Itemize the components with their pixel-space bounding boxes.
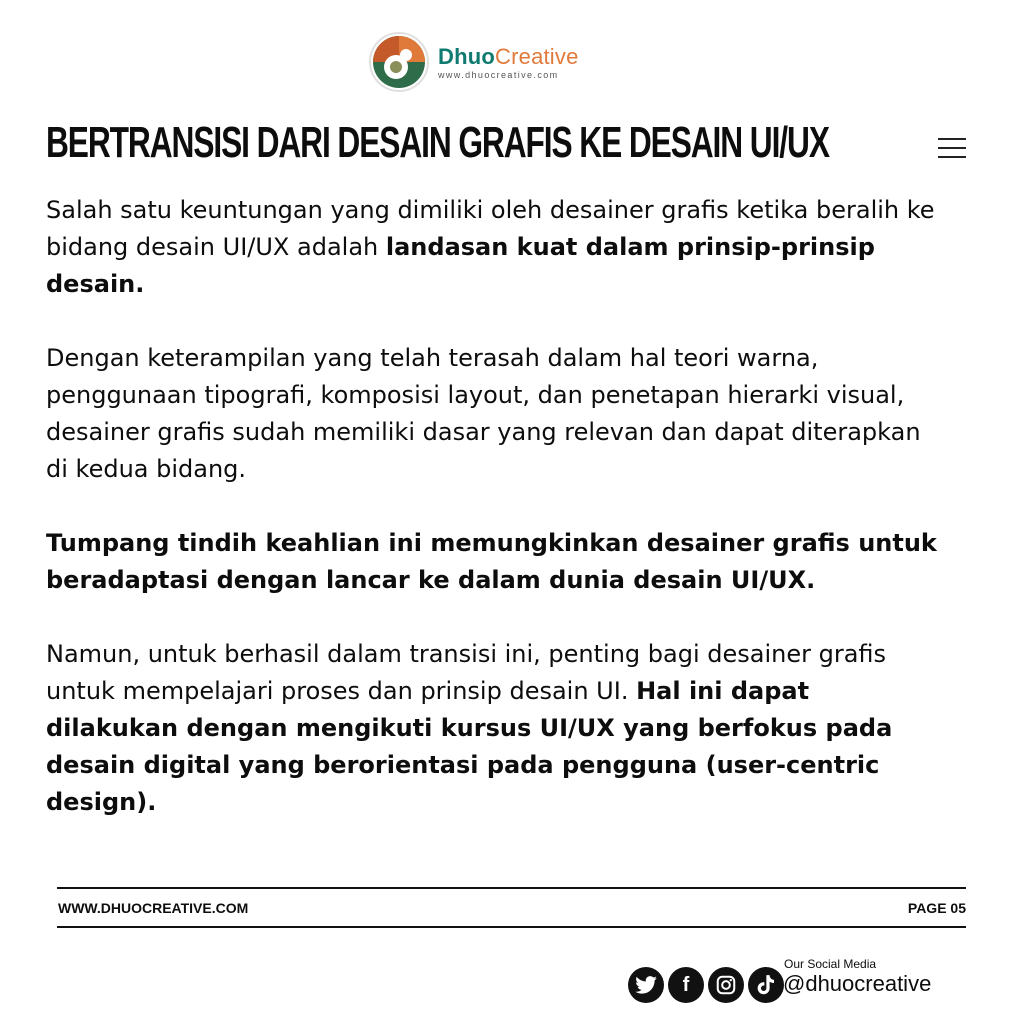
page-title: BERTRANSISI DARI DESAIN GRAFIS KE DESAIN UI/UX bbox=[46, 118, 829, 167]
footer-website[interactable]: WWW.DHUOCREATIVE.COM bbox=[58, 900, 249, 916]
page-number: PAGE 05 bbox=[907, 900, 966, 916]
logo bbox=[368, 31, 579, 93]
paragraph-4: Namun, untuk berhasil dalam transisi ini, penting bagi desainer grafis untuk mempelajari proses dan prinsip desain UI. Hal ini dapat dilakukan dengan mengikuti kursus UI/UX yang berfokus pada desain digital yang berorientasi pada pengguna (user-centric design). bbox=[46, 640, 893, 816]
paragraph-2: Dengan keterampilan yang telah terasah dalam hal teori warna, penggunaan tipografi, komposisi layout, dan penetapan hierarki visual, desainer grafis sudah memiliki dasar yang relevan dan dapat diterapkan di kedua bidang. bbox=[46, 344, 921, 483]
twitter-icon[interactable] bbox=[628, 967, 664, 1003]
footer-top-divider bbox=[57, 887, 966, 889]
social-caption: Our Social Media bbox=[784, 957, 877, 971]
brand-name: DhuoCreative bbox=[438, 43, 579, 69]
dhuo-logo-icon bbox=[368, 31, 430, 93]
tiktok-icon[interactable] bbox=[748, 967, 784, 1003]
social-handle[interactable]: @dhuocreative bbox=[783, 971, 932, 996]
social-icons bbox=[628, 967, 784, 1003]
brand-url: www.dhuocreative.com bbox=[438, 69, 559, 80]
article-body bbox=[46, 192, 946, 858]
footer-bottom-divider bbox=[57, 926, 966, 928]
paragraph-3: Tumpang tindih keahlian ini memungkinkan desainer grafis untuk beradaptasi dengan lancar ke dalam dunia desain UI/UX. bbox=[46, 529, 937, 594]
hamburger-menu-icon[interactable] bbox=[938, 138, 966, 160]
instagram-icon[interactable] bbox=[708, 967, 744, 1003]
paragraph-1: Salah satu keuntungan yang dimiliki oleh desainer grafis ketika beralih ke bidang desain UI/UX adalah landasan kuat dalam prinsip-prinsip desain. bbox=[46, 196, 935, 298]
facebook-icon[interactable]: f bbox=[668, 967, 704, 1003]
